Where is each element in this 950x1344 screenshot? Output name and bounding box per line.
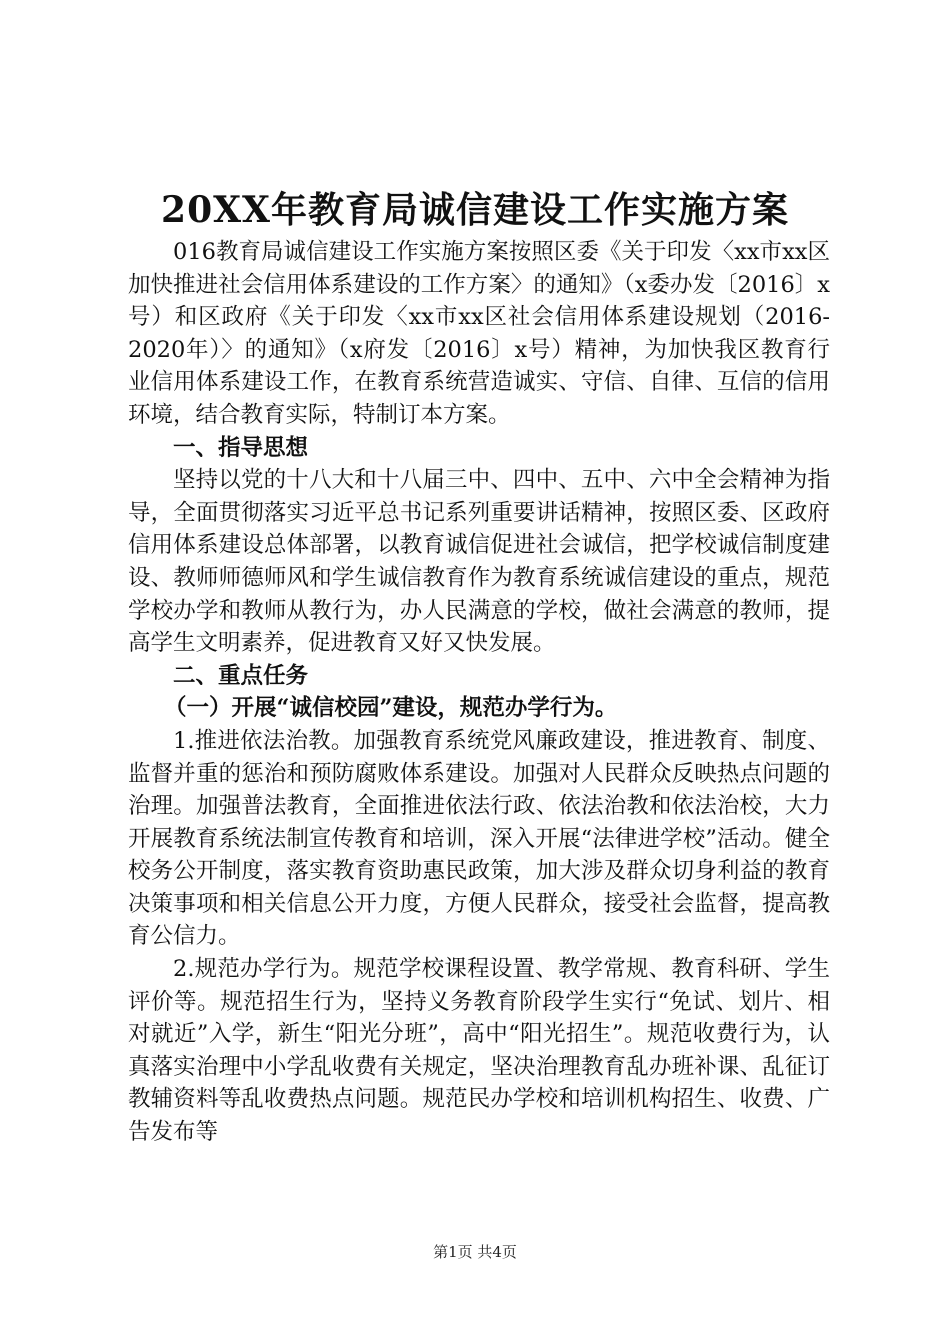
document-title: 20XX年教育局诚信建设工作实施方案 <box>161 189 789 231</box>
intro-paragraph: 016教育局诚信建设工作实施方案按照区委《关于印发〈xx市xx区加快推进社会信用体系建设的工作方案〉的通知》（x委办发〔2016〕x号）和区政府《关于印发〈xx市xx区社会信用体系建设规划（2016-2020年）〉的通知》（x府发〔2016〕x号）精神，为加快我区教育行业信用体系建设工作，在教育系统营造诚实、守信、自律、互信的信用环境，结合教育实际，特制订本方案。 <box>128 239 830 428</box>
section-heading-guiding-thought: 一、指导思想 <box>173 434 309 461</box>
section-heading-key-tasks: 二、重点任务 <box>173 662 309 689</box>
item-regulate-schooling-paragraph: 2.规范办学行为。规范学校课程设置、教学常规、教育科研、学生评价等。规范招生行为，坚持义务教育阶段学生实行“免试、划片、相对就近”入学，新生“阳光分班”，高中“阳光招生”。规范收费行为，认真落实治理中小学乱收费有关规定，坚决治理教育乱办班补课、乱征订教辅资料等乱收费热点问题。规范民办学校和培训机构招生、收费、广告发布等 <box>128 956 830 1146</box>
subsection-heading-integrity-campus: （一）开展“诚信校园”建设，规范办学行为。 <box>164 695 618 722</box>
guiding-thought-paragraph: 坚持以党的十八大和十八届三中、四中、五中、六中全会精神为指导，全面贯彻落实习近平总书记系列重要讲话精神，按照区委、区政府信用体系建设总体部署，以教育诚信促进社会诚信，把学校诚信制度建设、教师师德师风和学生诚信教育作为教育系统诚信建设的重点，规范学校办学和教师从教行为，办人民满意的学校，做社会满意的教师，提高学生文明素养，促进教育又好又快发展。 <box>128 467 830 657</box>
item-rule-of-law-paragraph: 1.推进依法治教。加强教育系统党风廉政建设，推进教育、制度、监督并重的惩治和预防腐败体系建设。加强对人民群众反映热点问题的治理。加强普法教育，全面推进依法行政、依法治教和依法治校，大力开展教育系统法制宣传教育和培训，深入开展“法律进学校”活动。健全校务公开制度，落实教育资助惠民政策，加大涉及群众切身利益的教育决策事项和相关信息公开力度，方便人民群众，接受社会监督，提高教育公信力。 <box>128 727 830 950</box>
document-body <box>128 236 830 1149</box>
page-number-footer: 第1页 共4页 <box>433 1243 517 1261</box>
